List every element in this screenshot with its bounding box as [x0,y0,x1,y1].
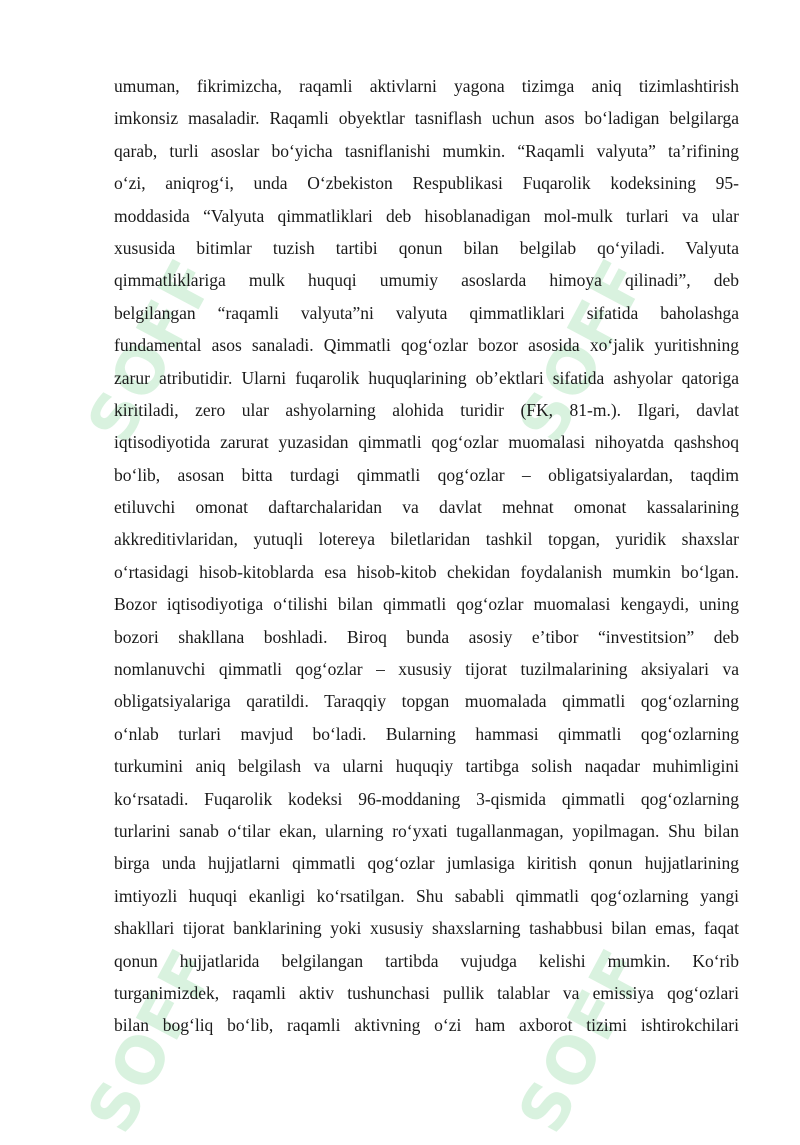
text-line: moddasida “Valyuta qimmatliklari deb hisoblanadigan mol-mulk turlari va ular [114,205,739,226]
watermark-logo: SOFF [505,246,663,455]
text-line: shakllari tijorat banklarining yoki xususiy shaxslarning tashabbusi bilan emas, faqat [114,918,739,939]
text-line: qimmatliklariga mulk huquqi umumiy asoslarda himoya qilinadi”, deb [114,270,739,291]
text-line: fundamental asos sanaladi. Qimmatli qogʻozlar bozor asosida xoʻjalik yuritishning [114,335,739,356]
text-line: Bozor iqtisodiyotiga oʻtilishi bilan qimmatli qogʻozlar muomalasi kengaydi, uning [114,594,739,615]
watermark-logo: SOFF [74,936,232,1145]
text-line: turganimizdek, raqamli aktiv tushunchasi pullik talablar va emissiya qogʻozlari [114,982,739,1003]
text-line: bozori shakllana boshladi. Biroq bunda asosiy eʼtibor “investitsion” deb [114,626,739,647]
text-line: belgilangan “raqamli valyuta”ni valyuta qimmatliklari sifatida baholashga [114,302,739,323]
text-line: xususida bitimlar tuzish tartibi qonun bilan belgilab qoʻyiladi. Valyuta [114,237,739,258]
watermark-logo: SOFF [74,246,232,455]
text-line: oʻzi, aniqrogʻi, unda Oʻzbekiston Respublikasi Fuqarolik kodeksining 95- [114,173,739,194]
text-line: oʻnlab turlari mavjud boʻladi. Bularning hammasi qimmatli qogʻozlarning [114,723,739,744]
text-line: etiluvchi omonat daftarchalaridan va davlat mehnat omonat kassalarining [114,497,739,518]
text-line: turlarini sanab oʻtilar ekan, ularning roʻyxati tugallanmagan, yopilmagan. Shu bilan [114,820,739,841]
body-text [114,70,739,1042]
text-line: boʻlib, asosan bitta turdagi qimmatli qogʻozlar – obligatsiyalardan, taqdim [114,464,739,485]
text-line: qarab, turli asoslar boʻyicha tasniflanishi mumkin. “Raqamli valyuta” taʼrifining [114,140,739,161]
text-line: akkreditivlaridan, yutuqli lotereya biletlaridan tashkil topgan, yuridik shaxslar [114,529,739,550]
text-line: nomlanuvchi qimmatli qogʻozlar – xususiy tijorat tuzilmalarining aksiyalari va [114,659,739,680]
text-line: kiritiladi, zero ular ashyolarning alohida turidir (FK, 81-m.). Ilgari, davlat [114,399,739,420]
text-line: bilan bogʻliq boʻlib, raqamli aktivning oʻzi ham axborot tizimi ishtirokchilari [114,1015,739,1036]
text-line: oʻrtasidagi hisob-kitoblarda esa hisob-kitob chekidan foydalanish mumkin boʻlgan. [114,561,739,582]
watermark-logo: SOFF [505,936,663,1145]
text-line: imkonsiz masaladir. Raqamli obyektlar tasniflash uchun asos boʻladigan belgilarga [114,108,739,129]
text-line: imtiyozli huquqi ekanligi koʻrsatilgan. Shu sababli qimmatli qogʻozlarning yangi [114,885,739,906]
text-line: zarur atributidir. Ularni fuqarolik huquqlarining obʼektlari sifatida ashyolar qatoriga [114,367,739,388]
text-line: iqtisodiyotida zarurat yuzasidan qimmatli qogʻozlar muomalasi nihoyatda qashshoq [114,432,739,453]
text-line: birga unda hujjatlarni qimmatli qogʻozlar jumlasiga kiritish qonun hujjatlarining [114,853,739,874]
text-line: turkumini aniq belgilash va ularni huquqiy tartibga solish naqadar muhimligini [114,756,739,777]
text-line: obligatsiyalariga qaratildi. Taraqqiy topgan muomalada qimmatli qogʻozlarning [114,691,739,712]
text-line: qonun hujjatlarida belgilangan tartibda vujudga kelishi mumkin. Koʻrib [114,950,739,971]
text-line: umuman, fikrimizcha, raqamli aktivlarni yagona tizimga aniq tizimlashtirish [114,76,739,96]
text-line: koʻrsatadi. Fuqarolik kodeksi 96-moddaning 3-qismida qimmatli qogʻozlarning [114,788,739,809]
